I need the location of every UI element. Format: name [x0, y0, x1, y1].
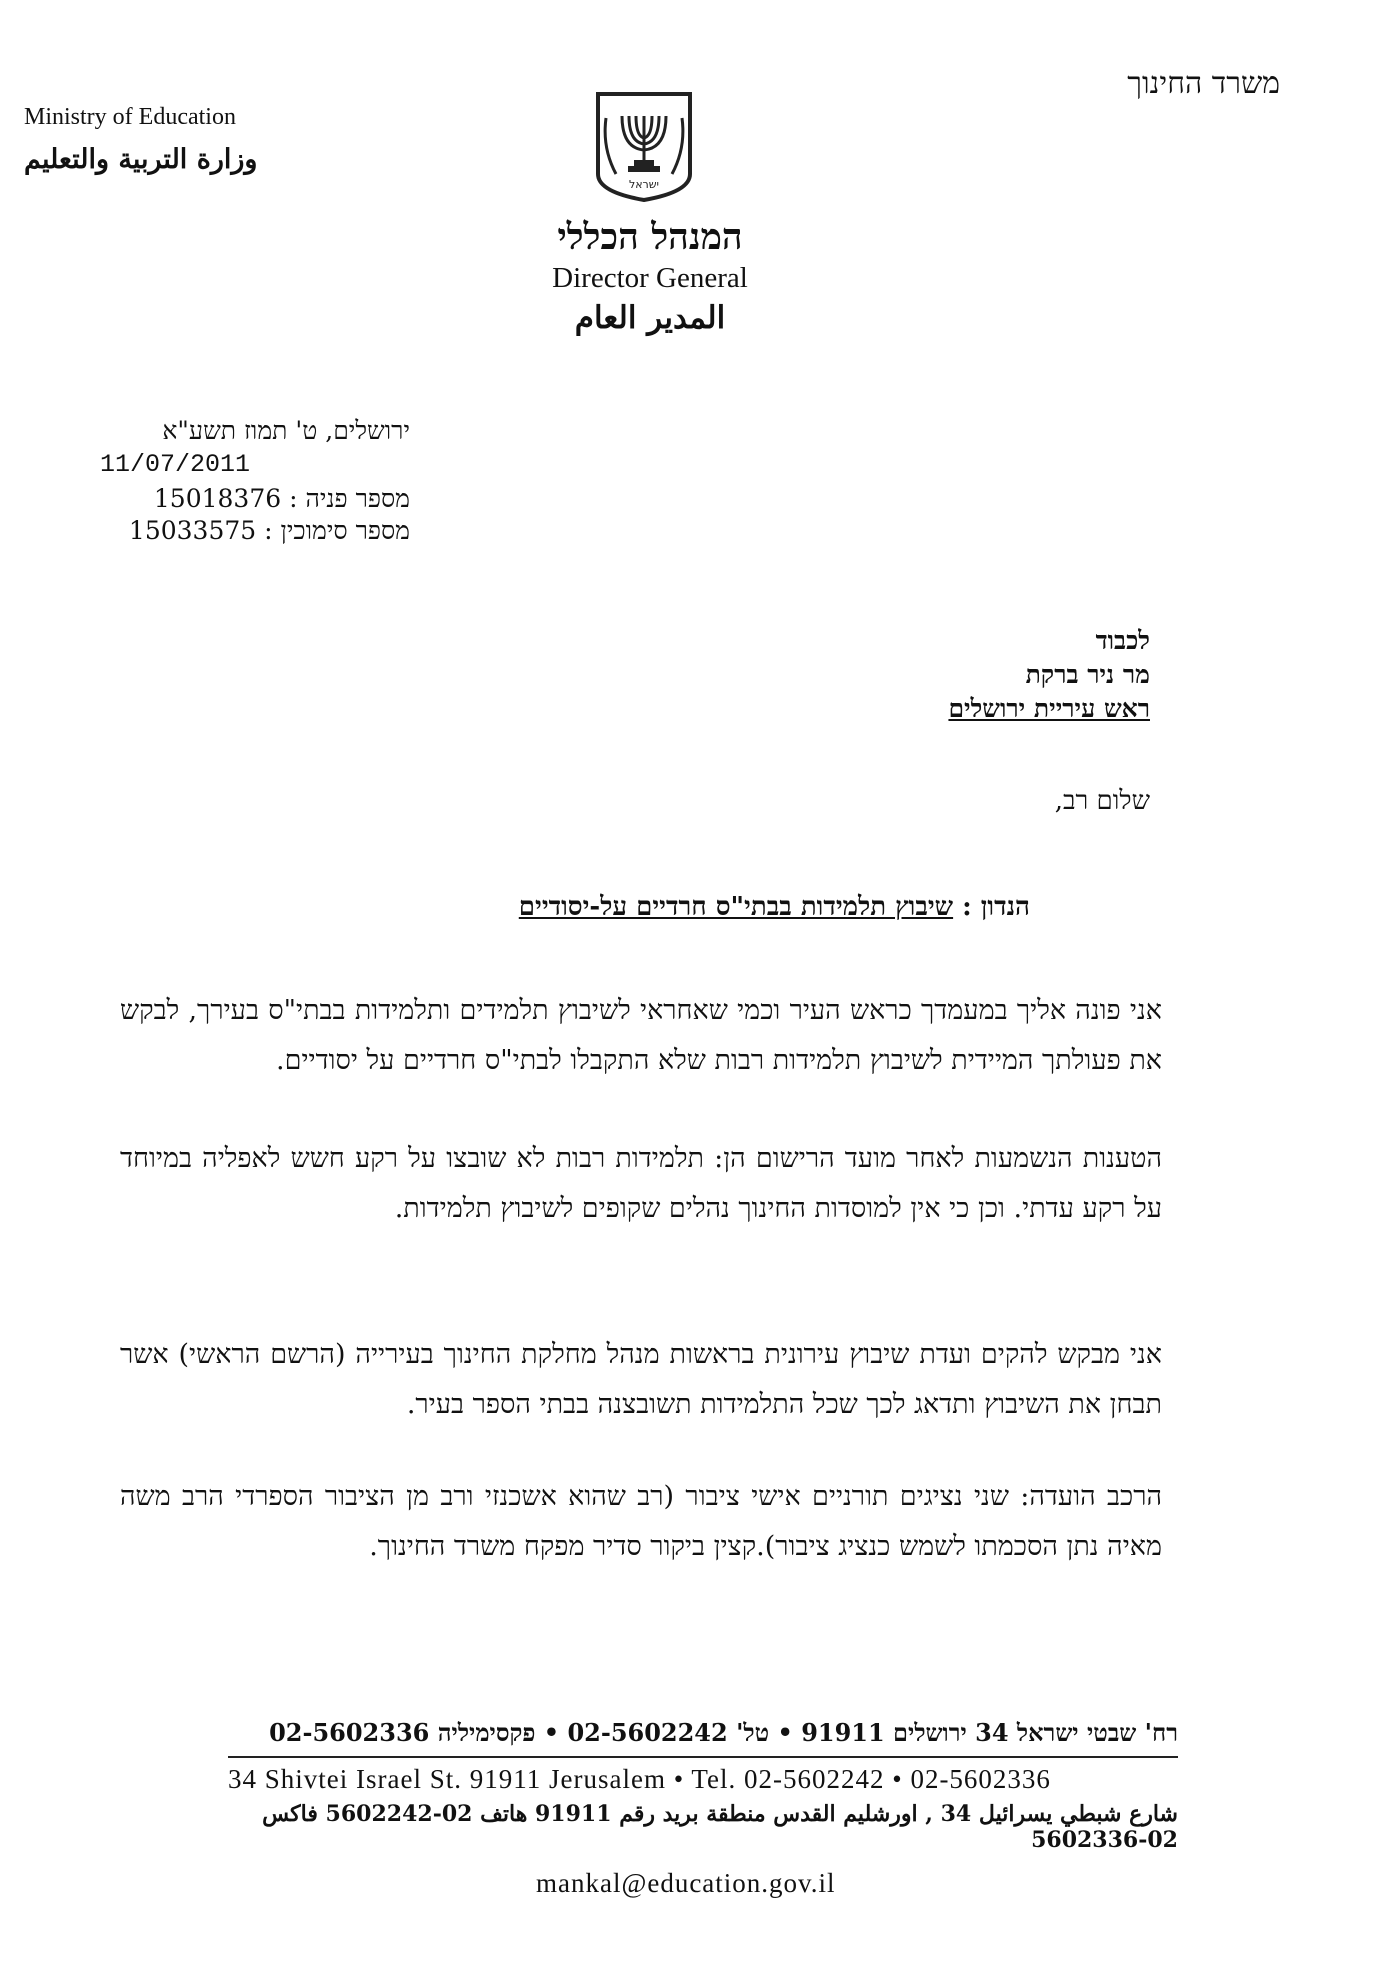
emblem-caption: ישראל — [628, 178, 660, 191]
ministry-name-hebrew: משרד החינוך — [1127, 66, 1280, 101]
director-general-hebrew: המנהל הכללי — [557, 216, 743, 258]
addressee-honorific: לכבוד — [1095, 626, 1150, 655]
greeting: שלום רב, — [1054, 786, 1150, 816]
ministry-name-arabic: وزارة التربية والتعليم — [24, 144, 258, 175]
body-paragraph-2: הטענות הנשמעות לאחר מועד הרישום הן: תלמידות רבות לא שובצו על רקע חשש לאפליה במיוחד על רקע עדתי. וכן כי אין למוסדות החינוך נהלים שקופים לשיבוץ תלמידות. — [120, 1143, 1162, 1224]
gregorian-date: 11/07/2011 — [100, 450, 251, 479]
director-general-english: Director General — [552, 262, 748, 294]
footer-address-hebrew: רח' שבטי ישראל 34 ירושלים 91911 • טל' 02-5602242 • פקסימיליה 02-5602336 — [269, 1718, 1178, 1747]
reference-number: מספר פניה : 15018376 — [153, 484, 410, 513]
body-paragraph-3: אני מבקש להקים ועדת שיבוץ עירונית בראשות מנהל מחלקת החינוך בעירייה (הרשם הראשי) אשר תבחן את השיבוץ ותדאג לכך שכל התלמידות תשובצנה בבתי הספר בעיר. — [120, 1339, 1162, 1420]
place-and-hebrew-date: ירושלים, ט' תמוז תשע"א — [162, 416, 410, 445]
addressee-name: מר ניר ברקת — [1025, 660, 1150, 689]
footer-address-arabic: شارع شبطي يسرائيل 34 , اورشليم القدس منطقة بريد رقم 91911 هاتف 02-5602242 فاكس 02-5602336 — [262, 1801, 1178, 1853]
addressee-title: ראש עיריית ירושלים — [948, 694, 1150, 723]
director-general-arabic: المدير العام — [574, 300, 726, 336]
reference2-number: מספר סימוכין : 15033575 — [128, 516, 410, 545]
body-paragraph-4: הרכב הועדה: שני נציגים תורניים אישי ציבור (רב שהוא אשכנזי ורב מן הציבור הספרדי הרב משה מאיה נתן הסכמתו לשמש כנציג ציבור).קצין ביקור סדיר מפקח משרד החינוך. — [120, 1481, 1162, 1562]
subject-text: שיבוץ תלמידות בבתי"ס חרדיים על-יסודיים — [518, 892, 954, 922]
letterhead-footer — [228, 1718, 1178, 1853]
subject-line — [330, 892, 1030, 922]
footer-email-link[interactable]: mankal@education.gov.il — [536, 1868, 836, 1898]
body-paragraph-1: אני פונה אליך במעמדך כראש העיר וכמי שאחראי לשיבוץ תלמידים ותלמידות בבתי"ס בעירך, לבקש את פעולתך המיידית לשיבוץ תלמידות רבות שלא התקבלו לבתי"ס חרדיים על יסודיים. — [120, 995, 1162, 1076]
footer-divider — [228, 1756, 1178, 1758]
footer-address-english: 34 Shivtei Israel St. 91911 Jerusalem • Tel. 02-5602242 • 02-5602336 — [228, 1764, 1051, 1794]
subject-label: הנדון : — [962, 892, 1030, 922]
state-of-israel-emblem-icon — [592, 88, 696, 204]
ministry-name-english: Ministry of Education — [24, 104, 236, 130]
